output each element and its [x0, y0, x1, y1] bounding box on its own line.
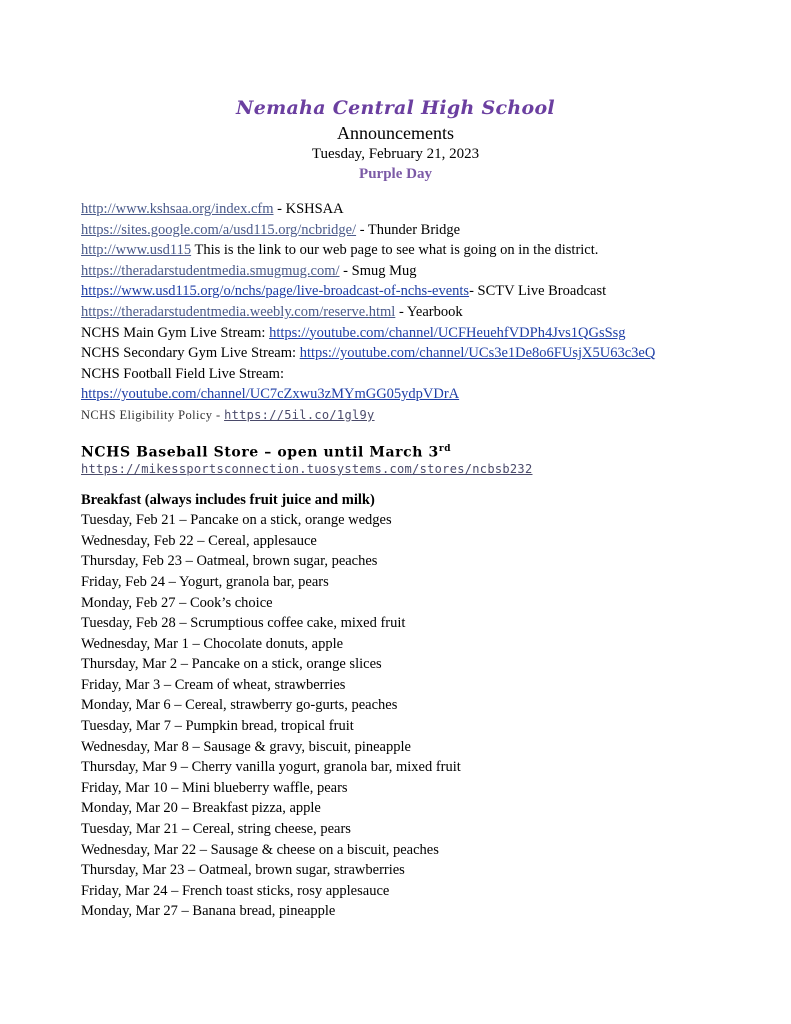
link-row-thunder-bridge: [81, 220, 771, 241]
thunder-bridge-link[interactable]: https://sites.google.com/a/usd115.org/ncbridge/: [81, 221, 357, 238]
page-title: Announcements: [337, 123, 454, 143]
main-gym-stream-label: NCHS Main Gym Live Stream:: [81, 324, 270, 341]
school-name: Nemaha Central High School: [236, 97, 555, 119]
baseball-store-row: [81, 460, 771, 478]
baseball-store-link[interactable]: https://mikessportsconnection.tuosystems.com/stores/ncbsb232: [81, 461, 533, 476]
smugmug-label: - Smug Mug: [339, 262, 417, 279]
breakfast-item: Friday, Mar 10 – Mini blueberry waffle, pears: [81, 779, 348, 796]
breakfast-item: Thursday, Mar 9 – Cherry vanilla yogurt, granola bar, mixed fruit: [81, 759, 461, 776]
breakfast-title: Breakfast (always includes fruit juice and milk): [81, 491, 375, 508]
secondary-gym-stream-link[interactable]: https://youtube.com/channel/UCs3e1De8o6FUsjX5U63c3eQ: [299, 345, 656, 362]
football-stream-label: NCHS Football Field Live Stream:: [81, 365, 284, 382]
link-row-sctv: [81, 281, 771, 302]
announcement-body: [81, 199, 771, 922]
secondary-gym-stream-label: NCHS Secondary Gym Live Stream:: [81, 345, 300, 362]
breakfast-item: Friday, Mar 3 – Cream of wheat, strawberries: [81, 676, 346, 693]
main-gym-stream-row: [81, 323, 771, 344]
breakfast-item: Thursday, Feb 23 – Oatmeal, brown sugar, peaches: [81, 553, 378, 570]
eligibility-row: [81, 405, 771, 426]
football-stream-row: [81, 384, 771, 405]
breakfast-list: [81, 510, 771, 922]
sctv-label: - SCTV Live Broadcast: [469, 283, 607, 300]
breakfast-item: Tuesday, Mar 21 – Cereal, string cheese, pears: [81, 821, 351, 838]
secondary-gym-stream-row: [81, 343, 771, 364]
breakfast-item: Monday, Mar 20 – Breakfast pizza, apple: [81, 800, 321, 817]
link-row-district: [81, 240, 771, 261]
link-row-smugmug: [81, 261, 771, 282]
breakfast-item: Tuesday, Mar 7 – Pumpkin bread, tropical fruit: [81, 718, 354, 735]
district-label: This is the link to our web page to see what is going on in the district.: [191, 242, 599, 259]
breakfast-item: Friday, Mar 24 – French toast sticks, rosy applesauce: [81, 882, 390, 899]
smugmug-link[interactable]: https://theradarstudentmedia.smugmug.com/: [81, 262, 340, 279]
thunder-bridge-label: - Thunder Bridge: [356, 221, 461, 238]
district-link[interactable]: http://www.usd115: [81, 242, 192, 259]
eligibility-link[interactable]: https://5il.co/1gl9y: [224, 407, 375, 422]
day-theme: Purple Day: [359, 166, 432, 182]
baseball-store-title-sup: rd: [438, 443, 452, 454]
baseball-store-title: [81, 438, 771, 460]
link-row-kshsaa: [81, 199, 771, 220]
page-header: [0, 96, 791, 184]
link-row-yearbook: [81, 302, 771, 323]
breakfast-item: Wednesday, Mar 22 – Sausage & cheese on a biscuit, peaches: [81, 841, 439, 858]
kshsaa-label: - KSHSAA: [273, 201, 344, 217]
breakfast-item: Wednesday, Mar 1 – Chocolate donuts, apple: [81, 635, 344, 652]
breakfast-item: Thursday, Mar 2 – Pancake on a stick, orange slices: [81, 656, 382, 673]
sctv-link[interactable]: https://www.usd115.org/o/nchs/page/live-broadcast-of-nchs-events: [81, 283, 470, 300]
breakfast-item: Wednesday, Mar 8 – Sausage & gravy, biscuit, pineapple: [81, 738, 411, 755]
kshsaa-link[interactable]: http://www.kshsaa.org/index.cfm: [81, 201, 274, 217]
yearbook-link[interactable]: https://theradarstudentmedia.weebly.com/reserve.html: [81, 303, 396, 320]
yearbook-label: - Yearbook: [395, 303, 463, 320]
breakfast-item: Monday, Mar 6 – Cereal, strawberry go-gurts, peaches: [81, 697, 398, 714]
football-stream-link[interactable]: https://youtube.com/channel/UC7cZxwu3zMYmGG05ydpVDrA: [81, 386, 460, 403]
breakfast-item: Monday, Mar 27 – Banana bread, pineapple: [81, 903, 336, 920]
baseball-store-title-text: NCHS Baseball Store – open until March 3: [81, 444, 439, 461]
announcement-date: Tuesday, February 21, 2023: [311, 146, 480, 162]
eligibility-label: NCHS Eligibility Policy -: [81, 407, 225, 422]
breakfast-item: Wednesday, Feb 22 – Cereal, applesauce: [81, 532, 317, 549]
breakfast-item: Thursday, Mar 23 – Oatmeal, brown sugar, strawberries: [81, 862, 405, 879]
breakfast-item: Tuesday, Feb 21 – Pancake on a stick, orange wedges: [81, 512, 392, 529]
breakfast-item: Friday, Feb 24 – Yogurt, granola bar, pears: [81, 573, 329, 590]
breakfast-item: Tuesday, Feb 28 – Scrumptious coffee cake, mixed fruit: [81, 615, 406, 632]
main-gym-stream-link[interactable]: https://youtube.com/channel/UCFHeuehfVDPh4Jvs1QGsSsg: [269, 324, 626, 341]
breakfast-item: Monday, Feb 27 – Cook’s choice: [81, 594, 273, 611]
